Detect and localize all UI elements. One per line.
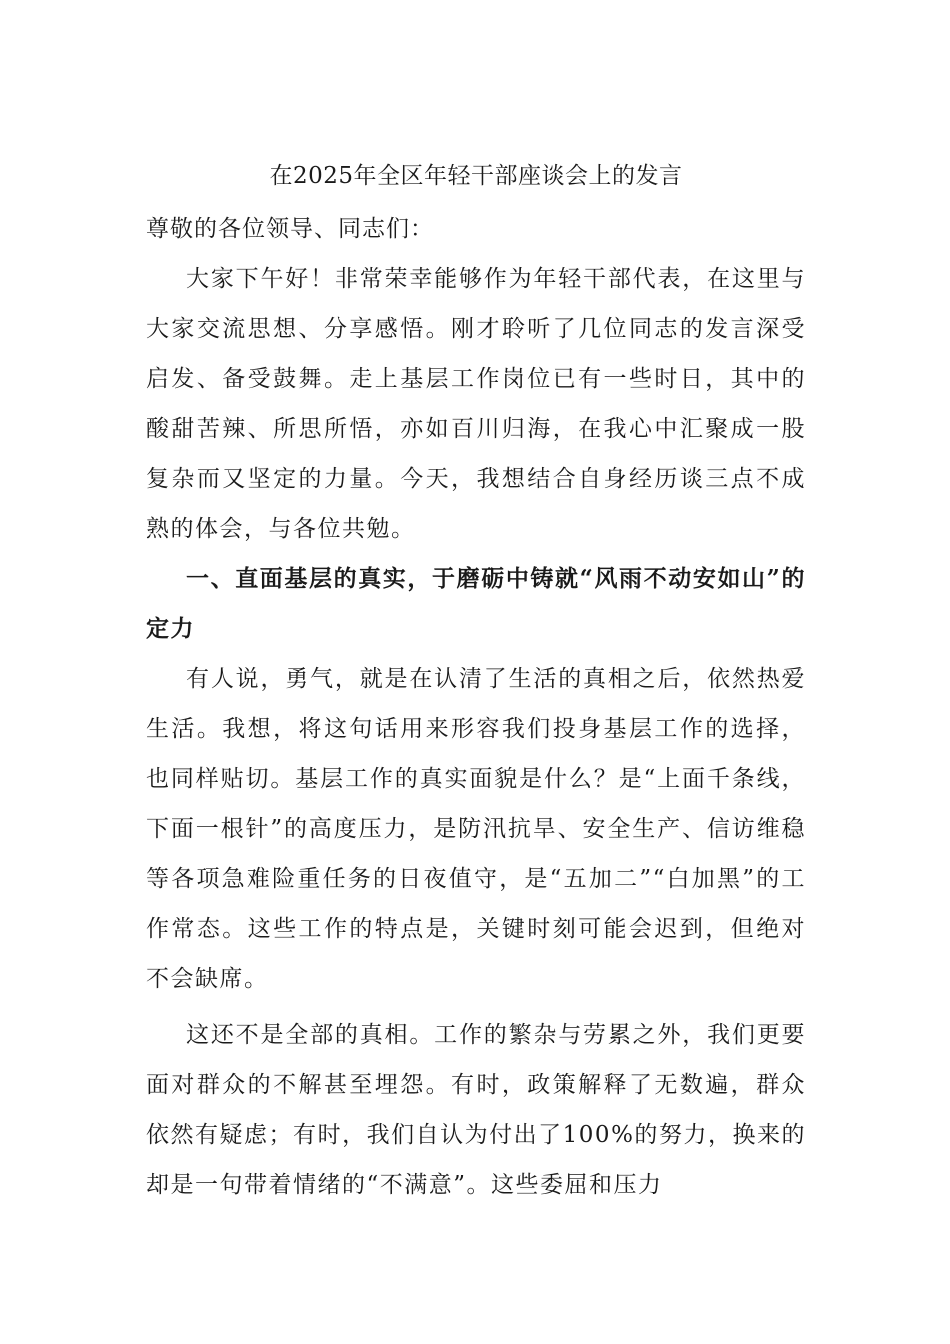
section-1-paragraph-2: 这还不是全部的真相。工作的繁杂与劳累之外，我们更要面对群众的不解甚至埋怨。有时，政策解释了无数遍，群众依然有疑虑；有时，我们自认为付出了100%的努力，换来的却是一句带着情绪的“不满意”。这些委屈和压力 bbox=[146, 1022, 806, 1198]
salutation: 尊敬的各位领导、同志们： bbox=[146, 216, 434, 242]
document-body bbox=[146, 152, 806, 1210]
intro-paragraph: 大家下午好！非常荣幸能够作为年轻干部代表，在这里与大家交流思想、分享感悟。刚才聆听了几位同志的发言深受启发、备受鼓舞。走上基层工作岗位已有一些时日，其中的酸甜苦辣、所思所悟，亦如百川归海，在我心中汇聚成一股复杂而又坚定的力量。今天，我想结合自身经历谈三点不成熟的体会，与各位共勉。 bbox=[146, 266, 806, 542]
section-1-heading: 一、直面基层的真实，于磨砺中铸就“风雨不动安如山”的定力 bbox=[146, 565, 806, 642]
document-title: 在2025年全区年轻干部座谈会上的发言 bbox=[269, 163, 683, 189]
section-1-paragraph-1: 有人说，勇气，就是在认清了生活的真相之后，依然热爱生活。我想，将这句话用来形容我们投身基层工作的选择，也同样贴切。基层工作的真实面貌是什么？是“上面千条线，下面一根针”的高度压力，是防汛抗旱、安全生产、信访维稳等各项急难险重任务的日夜值守，是“五加二”“白加黑”的工作常态。这些工作的特点是，关键时刻可能会迟到，但绝对不会缺席。 bbox=[146, 666, 806, 992]
